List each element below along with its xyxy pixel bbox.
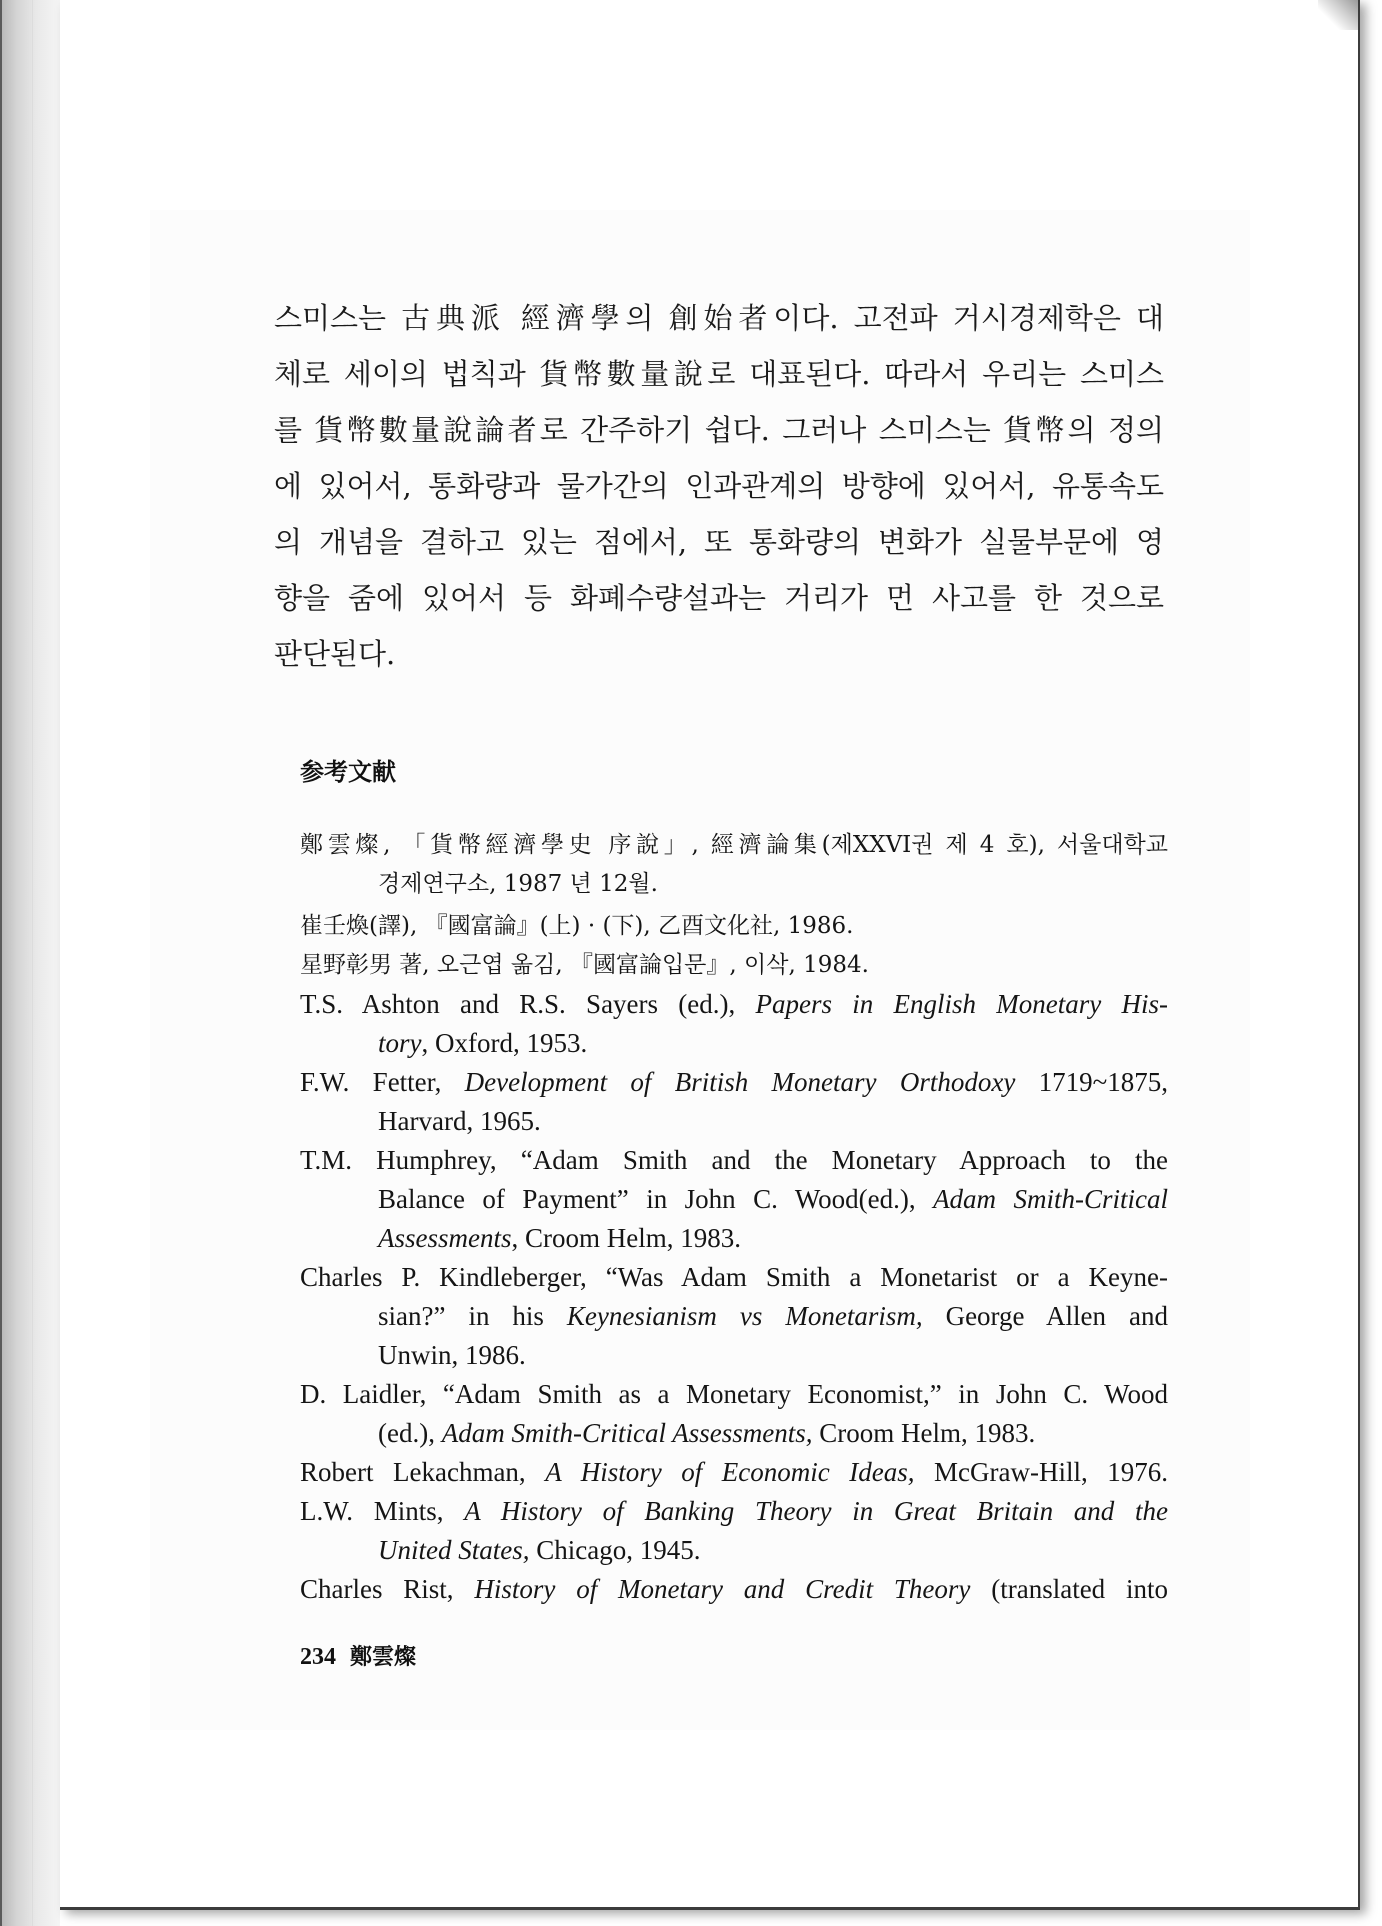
body-line: 향을 줌에 있어서 등 화폐수량설과는 거리가 먼 사고를 한 것으로 bbox=[274, 581, 1164, 615]
reference-line bbox=[300, 1024, 1168, 1063]
reference-line: Harvard, 1965. bbox=[378, 1106, 541, 1136]
reference-item bbox=[300, 1375, 1168, 1453]
reference-line: Charles P. Kindleberger, “Was Adam Smith a Monetarist or a Keyne- bbox=[300, 1262, 1168, 1292]
reference-authors: L.W. Mints, bbox=[300, 1496, 465, 1526]
reference-title: tory bbox=[378, 1028, 422, 1058]
page-footer bbox=[300, 1640, 416, 1671]
reference-item bbox=[300, 826, 1168, 904]
reference-text: (translated into bbox=[970, 1574, 1168, 1604]
reference-line: D. Laidler, “Adam Smith as a Monetary Economist,” in John C. Wood bbox=[300, 1379, 1168, 1409]
reference-title: History of Monetary and Credit Theory bbox=[474, 1574, 971, 1604]
reference-item bbox=[300, 1453, 1168, 1492]
body-line: 체로 세이의 법칙과 貨幣數量說로 대표된다. 따라서 우리는 스미스 bbox=[274, 357, 1164, 391]
reference-authors: F.W. Fetter, bbox=[300, 1067, 465, 1097]
reference-title: Assessments bbox=[378, 1223, 512, 1253]
reference-line: Unwin, 1986. bbox=[378, 1340, 526, 1370]
reference-title: A History of Economic Ideas, bbox=[545, 1457, 915, 1487]
reference-line bbox=[300, 1063, 1168, 1102]
reference-title: A History of Banking Theory in Great Britain and the bbox=[464, 1496, 1168, 1526]
reference-publisher: , Croom Helm, 1983. bbox=[511, 1223, 741, 1253]
reference-text: (ed.), bbox=[378, 1418, 442, 1448]
reference-item bbox=[300, 1570, 1168, 1609]
reference-publisher: George Allen and bbox=[922, 1301, 1168, 1331]
reference-line: 경제연구소, 1987 년 12월. bbox=[378, 871, 658, 897]
reference-authors: Robert Lekachman, bbox=[300, 1457, 546, 1487]
reference-line bbox=[300, 1492, 1168, 1531]
reference-line bbox=[300, 985, 1168, 1024]
page-stack-edge bbox=[0, 0, 60, 1926]
reference-line bbox=[300, 1297, 1168, 1336]
body-line: 를 貨幣數量說論者로 간주하기 쉽다. 그러나 스미스는 貨幣의 정의 bbox=[274, 413, 1164, 447]
reference-item bbox=[300, 1258, 1168, 1375]
reference-line bbox=[300, 1180, 1168, 1219]
reference-authors: T.S. Ashton and R.S. Sayers (ed.), bbox=[300, 989, 756, 1019]
reference-title: Adam Smith-Critical bbox=[933, 1184, 1168, 1214]
reference-line: 鄭雲燦, 「貨幣經濟學史 序說」, 經濟論集(제XXVI권 제 4 호), 서울대학교 bbox=[300, 832, 1168, 858]
reference-publisher: Chicago, 1945. bbox=[529, 1535, 701, 1565]
reference-title: Papers in English Monetary His- bbox=[755, 989, 1168, 1019]
reference-title: United States, bbox=[378, 1535, 530, 1565]
reference-line bbox=[300, 1570, 1168, 1609]
reference-item bbox=[300, 1492, 1168, 1570]
reference-text: Balance of Payment” in John C. Wood(ed.), bbox=[378, 1184, 934, 1214]
body-line: 스미스는 古典派 經濟學의 創始者이다. 고전파 거시경제학은 대 bbox=[274, 301, 1164, 335]
body-paragraph bbox=[274, 290, 1164, 682]
reference-item bbox=[300, 907, 1168, 946]
reference-line bbox=[300, 1453, 1168, 1492]
reference-item bbox=[300, 985, 1168, 1063]
reference-line bbox=[300, 1531, 1168, 1570]
reference-list bbox=[300, 826, 1168, 1609]
reference-title: Development of British Monetary Orthodoxy bbox=[464, 1067, 1016, 1097]
reference-years: 1719~1875, bbox=[1015, 1067, 1168, 1097]
reference-line: T.M. Humphrey, “Adam Smith and the Monetary Approach to the bbox=[300, 1145, 1168, 1175]
reference-text: sian?” in his bbox=[378, 1301, 567, 1331]
reference-publisher: McGraw-Hill, 1976. bbox=[914, 1457, 1168, 1487]
page-number: 234 bbox=[300, 1644, 336, 1670]
reference-publisher: Croom Helm, 1983. bbox=[812, 1418, 1036, 1448]
reference-publisher: , Oxford, 1953. bbox=[421, 1028, 588, 1058]
reference-title: Adam Smith-Critical Assessments, bbox=[441, 1418, 813, 1448]
reference-item bbox=[300, 1141, 1168, 1258]
reference-item bbox=[300, 946, 1168, 985]
reference-line: 崔壬煥(譯), 『國富論』(上) · (下), 乙酉文化社, 1986. bbox=[300, 913, 854, 939]
references-heading: 参考文献 bbox=[300, 757, 396, 786]
body-line: 에 있어서, 통화량과 물가간의 인과관계의 방향에 있어서, 유통속도 bbox=[274, 469, 1164, 503]
body-line: 판단된다. bbox=[274, 637, 396, 671]
reference-title: Keynesianism vs Monetarism, bbox=[566, 1301, 923, 1331]
reference-line: 星野彰男 著, 오근엽 옮김, 『國富論입문』, 이삭, 1984. bbox=[300, 952, 869, 978]
reference-line bbox=[300, 1414, 1168, 1453]
running-author: 鄭雲燦 bbox=[350, 1644, 417, 1670]
reference-line bbox=[300, 1219, 1168, 1258]
body-line: 의 개념을 결하고 있는 점에서, 또 통화량의 변화가 실물부문에 영 bbox=[274, 525, 1164, 559]
page-corner-shadow bbox=[1318, 0, 1358, 30]
reference-authors: Charles Rist, bbox=[300, 1574, 475, 1604]
reference-item bbox=[300, 1063, 1168, 1141]
